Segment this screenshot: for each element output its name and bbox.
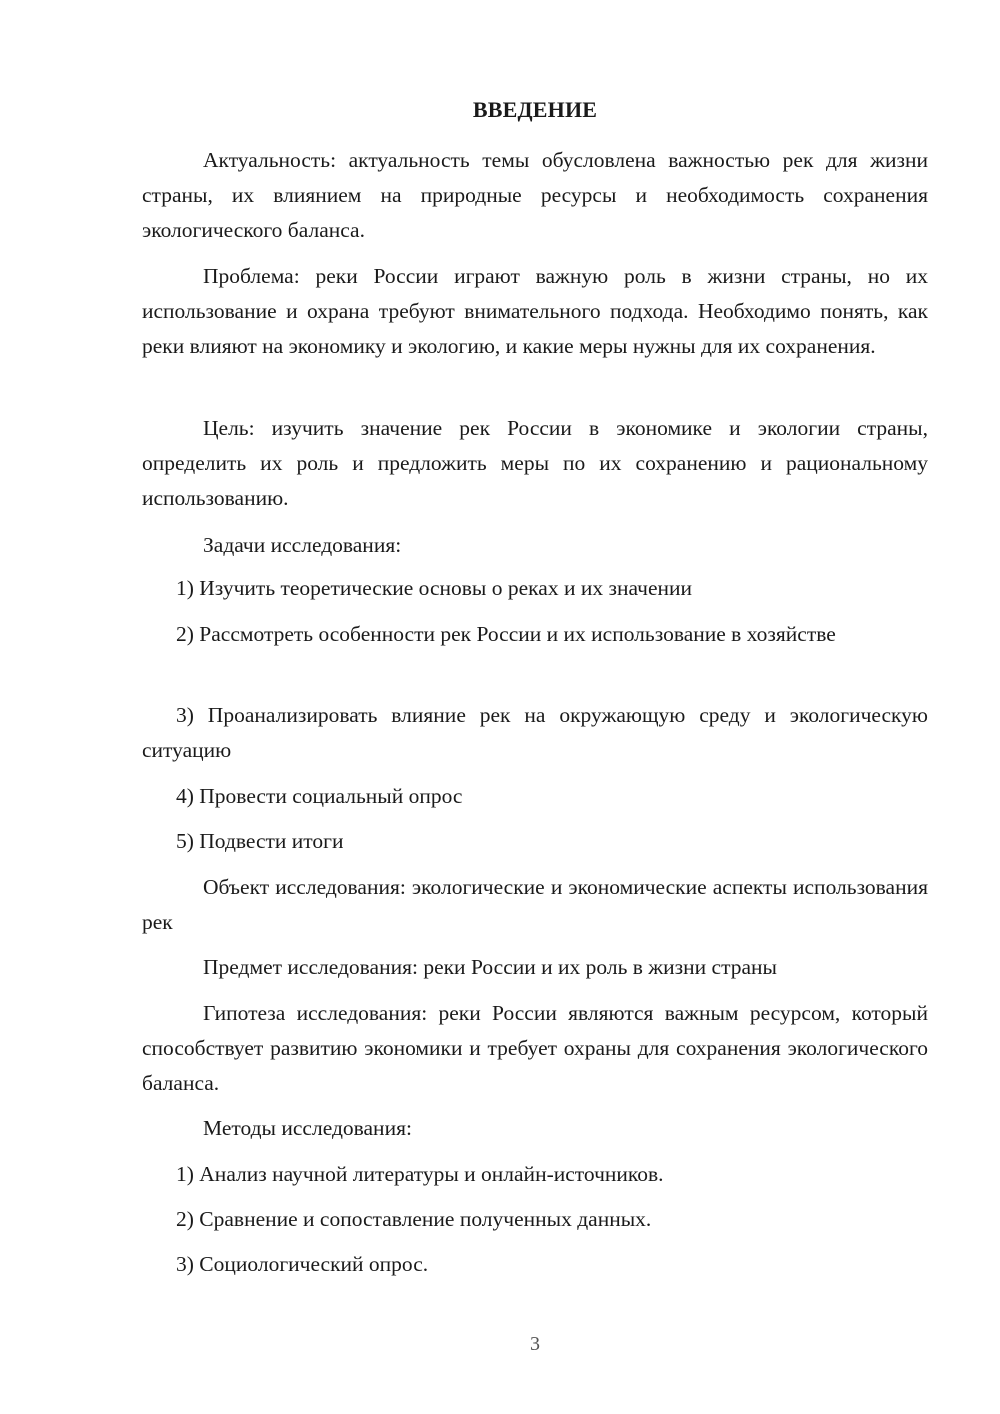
list-item-method-1: 1) Анализ научной литературы и онлайн-источников.	[176, 1162, 664, 1186]
paragraph-relevance: Актуальность: актуальность темы обусловлена важностью рек для жизни страны, их влиянием на природные ресурсы и необходимость сохранения экологического баланса.	[142, 148, 928, 242]
section-title: ВВЕДЕНИЕ	[472, 97, 598, 122]
list-item-task-3: 3) Проанализировать влияние рек на окружающую среду и экологическую ситуацию	[142, 703, 928, 762]
list-item-method-3: 3) Социологический опрос.	[176, 1252, 429, 1276]
paragraph-hypothesis: Гипотеза исследования: реки России являются важным ресурсом, который способствует развитию экономики и требует охраны для сохранения экологического баланса.	[142, 1001, 928, 1095]
paragraph-problem: Проблема: реки России играют важную роль в жизни страны, но их использование и охрана требуют внимательного подхода. Необходимо понять, как реки влияют на экономику и экологию, и какие меры нужны для их сохранения.	[142, 264, 928, 358]
list-item-task-1: 1) Изучить теоретические основы о реках и их значении	[176, 576, 693, 600]
list-item-method-2: 2) Сравнение и сопоставление полученных данных.	[176, 1207, 652, 1231]
paragraph-object: Объект исследования: экологические и экономические аспекты использования рек	[142, 875, 928, 934]
list-item-task-2: 2) Рассмотреть особенности рек России и их использование в хозяйстве	[176, 622, 836, 646]
paragraph-subject: Предмет исследования: реки России и их роль в жизни страны	[203, 955, 777, 979]
paragraph-methods-heading: Методы исследования:	[203, 1116, 412, 1140]
paragraph-goal: Цель: изучить значение рек России в экономике и экологии страны, определить их роль и предложить меры по их сохранению и рациональному использованию.	[142, 416, 928, 510]
list-item-task-5: 5) Подвести итоги	[176, 829, 344, 853]
paragraph-tasks-heading: Задачи исследования:	[203, 533, 402, 557]
list-item-task-4: 4) Провести социальный опрос	[176, 784, 463, 808]
page-number: 3	[530, 1333, 540, 1355]
